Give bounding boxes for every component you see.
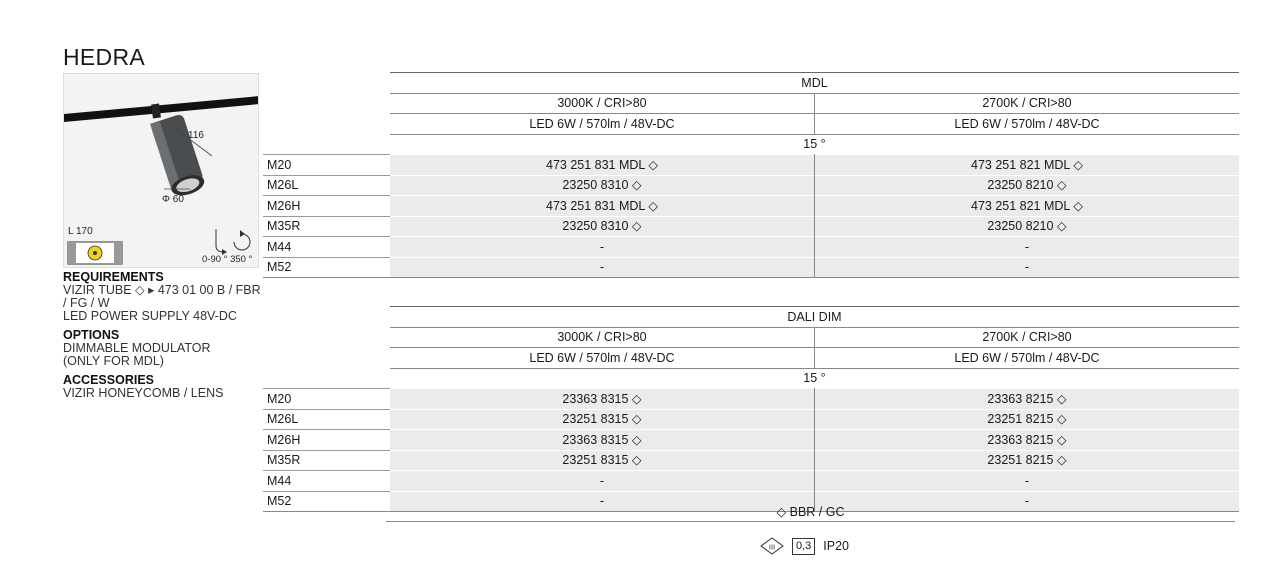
info-panel [63,271,263,400]
table-row [263,389,1239,410]
article-code: - [390,491,815,512]
row-label: M20 [263,389,390,410]
cct-header: 2700K / CRI>80 [815,327,1240,348]
row-label: M44 [263,471,390,492]
article-code: 23250 8210 ◇ [815,175,1240,196]
article-code: 473 251 831 MDL ◇ [390,155,815,176]
article-code: - [815,471,1240,492]
article-code: 23251 8215 ◇ [815,409,1240,430]
length-dimension: 116 [188,130,204,141]
article-code: 23250 8310 ◇ [390,175,815,196]
distance-badge: 0,3 [792,538,815,555]
article-code: 473 251 821 MDL ◇ [815,155,1240,176]
table-row [263,409,1239,430]
table-row [263,237,1239,258]
group-header: DALI DIM [390,307,1239,328]
dali-table [263,306,1239,512]
requirements-heading: REQUIREMENTS [63,270,164,284]
table-row [263,450,1239,471]
ip-rating: IP20 [823,539,850,553]
table-row [263,471,1239,492]
options-line: DIMMABLE MODULATOR [63,341,211,355]
row-label: M35R [263,216,390,237]
mdl-table [263,72,1239,278]
article-code: - [390,471,815,492]
row-label: M26L [263,409,390,430]
article-code: - [390,257,815,278]
certification-symbols [760,536,849,556]
accessories-line: VIZIR HONEYCOMB / LENS [63,386,224,400]
requirements-line: VIZIR TUBE ◇ ▸ 473 01 00 B / FBR / FG / W [63,283,261,310]
finish-note: ◇ BBR / GC [386,504,1235,522]
row-label: M52 [263,257,390,278]
led-header: LED 6W / 570lm / 48V-DC [390,348,815,369]
article-code: 23363 8215 ◇ [815,430,1240,451]
cct-header: 3000K / CRI>80 [390,327,815,348]
led-header: LED 6W / 570lm / 48V-DC [390,114,815,135]
class-iii-label: III [768,542,776,552]
led-header: LED 6W / 570lm / 48V-DC [815,114,1240,135]
table-row [263,257,1239,278]
row-label: M52 [263,491,390,512]
beam-header: 15 ° [390,368,1239,389]
rotation-label: 0-90 ° 350 ° [202,254,253,265]
row-label: M35R [263,450,390,471]
led-header: LED 6W / 570lm / 48V-DC [815,348,1240,369]
spotlight-drawing [64,74,259,268]
article-code: 23250 8210 ◇ [815,216,1240,237]
class-iii-icon [760,537,784,555]
track-label: L 170 [68,226,93,237]
beam-header: 15 ° [390,134,1239,155]
accessories-heading: ACCESSORIES [63,373,154,387]
table-row [263,216,1239,237]
article-code: 23250 8310 ◇ [390,216,815,237]
row-label: M26H [263,196,390,217]
row-label: M26H [263,430,390,451]
article-code: - [815,257,1240,278]
options-heading: OPTIONS [63,328,120,342]
table-row [263,155,1239,176]
table-row [263,175,1239,196]
row-label: M44 [263,237,390,258]
article-code: 473 251 821 MDL ◇ [815,196,1240,217]
page-title: HEDRA [63,44,146,70]
group-header: MDL [390,73,1239,94]
article-code: 473 251 831 MDL ◇ [390,196,815,217]
article-code: 23363 8215 ◇ [815,389,1240,410]
article-code: - [815,237,1240,258]
table-row [263,430,1239,451]
diameter-dimension: Φ 60 [162,194,184,205]
cct-header: 3000K / CRI>80 [390,93,815,114]
article-code: - [390,237,815,258]
product-image [63,73,259,268]
row-label: M20 [263,155,390,176]
article-code: 23363 8315 ◇ [390,389,815,410]
cct-header: 2700K / CRI>80 [815,93,1240,114]
article-code: 23363 8315 ◇ [390,430,815,451]
requirements-line: LED POWER SUPPLY 48V-DC [63,309,237,323]
article-code: 23251 8215 ◇ [815,450,1240,471]
article-code: - [815,491,1240,512]
options-line: (ONLY FOR MDL) [63,354,164,368]
table-row [263,196,1239,217]
row-label: M26L [263,175,390,196]
article-code: 23251 8315 ◇ [390,450,815,471]
article-code: 23251 8315 ◇ [390,409,815,430]
